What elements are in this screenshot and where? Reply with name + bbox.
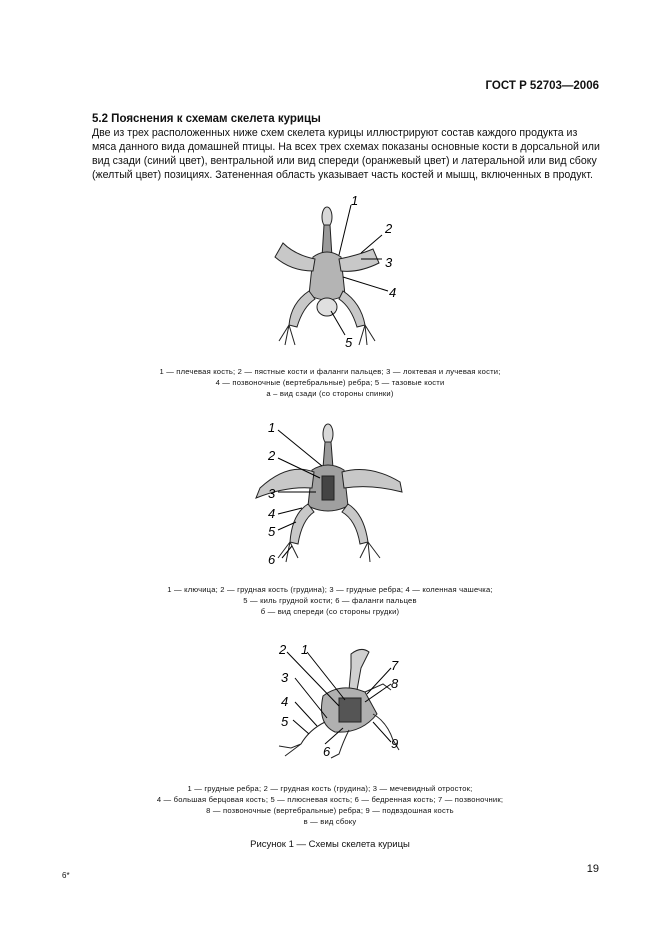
section-heading: 5.2 Пояснения к схемам скелета курицы bbox=[92, 113, 321, 125]
caption-line: 4 — большая берцовая кость; 5 — плюсневая кость; 6 — бедренная кость; 7 — позвоночник; bbox=[156, 795, 504, 804]
caption-line: в — вид сбоку bbox=[303, 817, 357, 826]
figure-c-label-6: 6 bbox=[323, 744, 331, 759]
figure-b-label-2: 2 bbox=[268, 448, 276, 463]
skeleton-diagram-dorsal bbox=[255, 195, 415, 355]
figure-b-caption bbox=[60, 584, 600, 617]
caption-line: б — вид спереди (со стороны грудки) bbox=[260, 607, 400, 616]
figure-c-label-1: 1 bbox=[301, 642, 309, 657]
caption-line: 8 — позвоночные (вертебральные) ребра; 9 — подвздошная кость bbox=[206, 806, 454, 815]
figure-c-label-3: 3 bbox=[281, 670, 289, 685]
figure-a-label-3: 3 bbox=[385, 255, 393, 270]
figure-b-label-5: 5 bbox=[268, 524, 276, 539]
figure-b-label-4: 4 bbox=[268, 506, 276, 521]
page-number: 19 bbox=[586, 863, 599, 875]
figure-c-label-5: 5 bbox=[281, 714, 289, 729]
figure-c-label-2: 2 bbox=[279, 642, 287, 657]
skeleton-diagram-ventral bbox=[230, 418, 420, 573]
intro-paragraph bbox=[92, 126, 600, 182]
skeleton-diagram-lateral bbox=[265, 638, 415, 768]
figure-c-label-7: 7 bbox=[391, 658, 399, 673]
figure-b-label-3: 3 bbox=[268, 486, 276, 501]
figure-a-label-1: 1 bbox=[351, 195, 359, 208]
figure-a-caption bbox=[60, 366, 600, 399]
caption-line: 1 — плечевая кость; 2 — пястные кости и фаланги пальцев; 3 — локтевая и лучевая кости; bbox=[159, 367, 501, 376]
caption-line: а – вид сзади (со стороны спинки) bbox=[266, 389, 394, 398]
caption-line: 4 — позвоночные (вертебральные) ребра; 5 — тазовые кости bbox=[215, 378, 445, 387]
intro-text: Две из трех расположенных ниже схем скелета курицы иллюстрируют состав каждого продукта из мяса данного вида домашней птицы. На всех трех схемах показаны основные кости в дорсальной или вид сзади (синий цвет), вентральной или вид спереди (оранжевый цвет) и латеральной или вид сбоку (желтый цвет) позициях. Затененная область указывает часть костей и мышц, включенных в продукт. bbox=[92, 127, 600, 181]
figure-c-label-9: 9 bbox=[391, 736, 399, 751]
figure-b-label-6: 6 bbox=[268, 552, 276, 567]
figure-c-caption bbox=[60, 783, 600, 827]
figure-c-label-4: 4 bbox=[281, 694, 289, 709]
figure-a-label-5: 5 bbox=[345, 335, 353, 350]
caption-line: 1 — грудные ребра; 2 — грудная кость (грудина); 3 — мечевидный отросток; bbox=[187, 784, 473, 793]
figure-b-label-1: 1 bbox=[268, 420, 276, 435]
caption-line: 1 — ключица; 2 — грудная кость (грудина); 3 — грудные ребра; 4 — коленная чашечка; bbox=[167, 585, 493, 594]
caption-line: 5 — киль грудной кости; 6 — фаланги пальцев bbox=[243, 596, 417, 605]
figure-a-label-4: 4 bbox=[389, 285, 397, 300]
figure-caption: Рисунок 1 — Схемы скелета курицы bbox=[250, 839, 410, 850]
figure-c-label-8: 8 bbox=[391, 676, 399, 691]
figure-a-label-2: 2 bbox=[385, 221, 393, 236]
footer-mark: 6* bbox=[62, 871, 70, 880]
document-code: ГОСТ Р 52703—2006 bbox=[485, 80, 599, 92]
